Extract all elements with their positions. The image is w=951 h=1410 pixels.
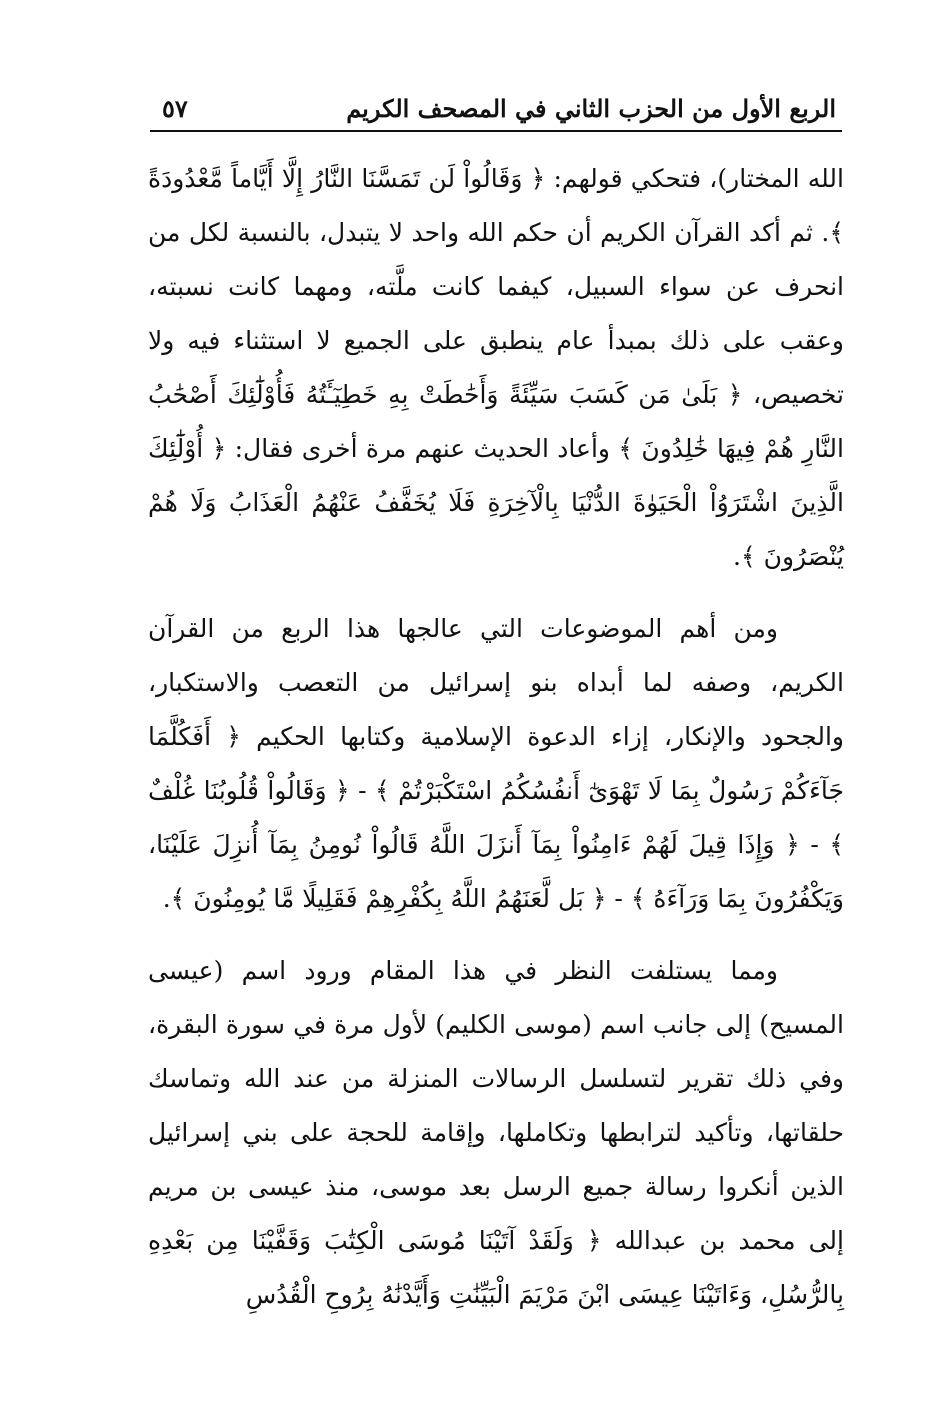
header-rule [150,130,842,132]
body-text [148,152,844,1322]
running-title: الربع الأول من الحزب الثاني في المصحف الكريم [346,94,836,123]
paragraph-3: ومما يستلفت النظر في هذا المقام ورود اسم (عيسى المسيح) إلى جانب اسم (موسى الكليم) لأول مرة في سورة البقرة، وفي ذلك تقرير لتسلسل الرسالات المنزلة من عند الله وتماسك حلقاتها، وتأكيد لترابطها وتكاملها، وإقامة للحجة على بني إسرائيل الذين أنكروا رسالة جميع الرسل بعد موسى، منذ عيسى بن مريم إلى محمد بن عبدالله ﴿ وَلَقَدْ آتَيْنَا مُوسَى الْكِتَٰبَ وَقَفَّيْنَا مِن بَعْدِهِ بِالرُّسُلِ، وَءَاتَيْنَا عِيسَى ابْنَ مَرْيَمَ الْبَيِّنَٰتِ وَأَيَّدْنَٰهُ بِرُوحِ الْقُدُسِ [148,956,844,1309]
paragraph-2: ومن أهم الموضوعات التي عالجها هذا الربع من القرآن الكريم، وصفه لما أبداه بنو إسرائيل من التعصب والاستكبار، والجحود والإنكار، إزاء الدعوة الإسلامية وكتابها الحكيم ﴿ أَفَكُلَّمَا جَآءَكُمْ رَسُولٌ بِمَا لَا تَهْوَىٰٓ أَنفُسُكُمُ اسْتَكْبَرْتُمْ ﴾ - ﴿ وَقَالُواْ قُلُوبُنَا غُلْفٌ ﴾ - ﴿ وَإِذَا قِيلَ لَهُمْ ءَامِنُواْ بِمَآ أَنزَلَ اللَّهُ قَالُواْ نُومِنُ بِمَآ أُنزِلَ عَلَيْنَا، وَيَكْفُرُونَ بِمَا وَرَآءَهُ ﴾ - ﴿ بَل لَّعَنَهُمُ اللَّهُ بِكُفْرِهِمْ فَقَلِيلًا مَّا يُومِنُونَ ﴾. [148,614,844,913]
page-number: ٥٧ [162,94,188,123]
page-header [150,92,842,132]
paragraph-1: الله المختار)، فتحكي قولهم: ﴿ وَقَالُواْ لَن تَمَسَّنَا النَّارُ إِلَّا أَيَّاماً مَّعْدُودَةً ﴾. ثم أكد القرآن الكريم أن حكم الله واحد لا يتبدل، بالنسبة لكل من انحرف عن سواء السبيل، كيفما كانت ملَّته، ومهما كانت نسبته، وعقب على ذلك بمبدأ عام ينطبق على الجميع لا استثناء فيه ولا تخصيص، ﴿ بَلَىٰ مَن كَسَبَ سَيِّئَةً وَأَحَٰطَتْ بِهِ خَطِيٓـَٔتُهُ فَأُوْلَٰٓئِكَ أَصْحَٰبُ النَّارِ هُمْ فِيهَا خَٰلِدُونَ ﴾ وأعاد الحديث عنهم مرة أخرى فقال: ﴿ أُوْلَٰٓئِكَ الَّذِينَ اشْتَرَوُاْ الْحَيَوٰةَ الدُّنْيَا بِالْآخِرَةِ فَلَا يُخَفَّفُ عَنْهُمُ الْعَذَابُ وَلَا هُمْ يُنْصَرُونَ ﴾. [148,164,844,571]
